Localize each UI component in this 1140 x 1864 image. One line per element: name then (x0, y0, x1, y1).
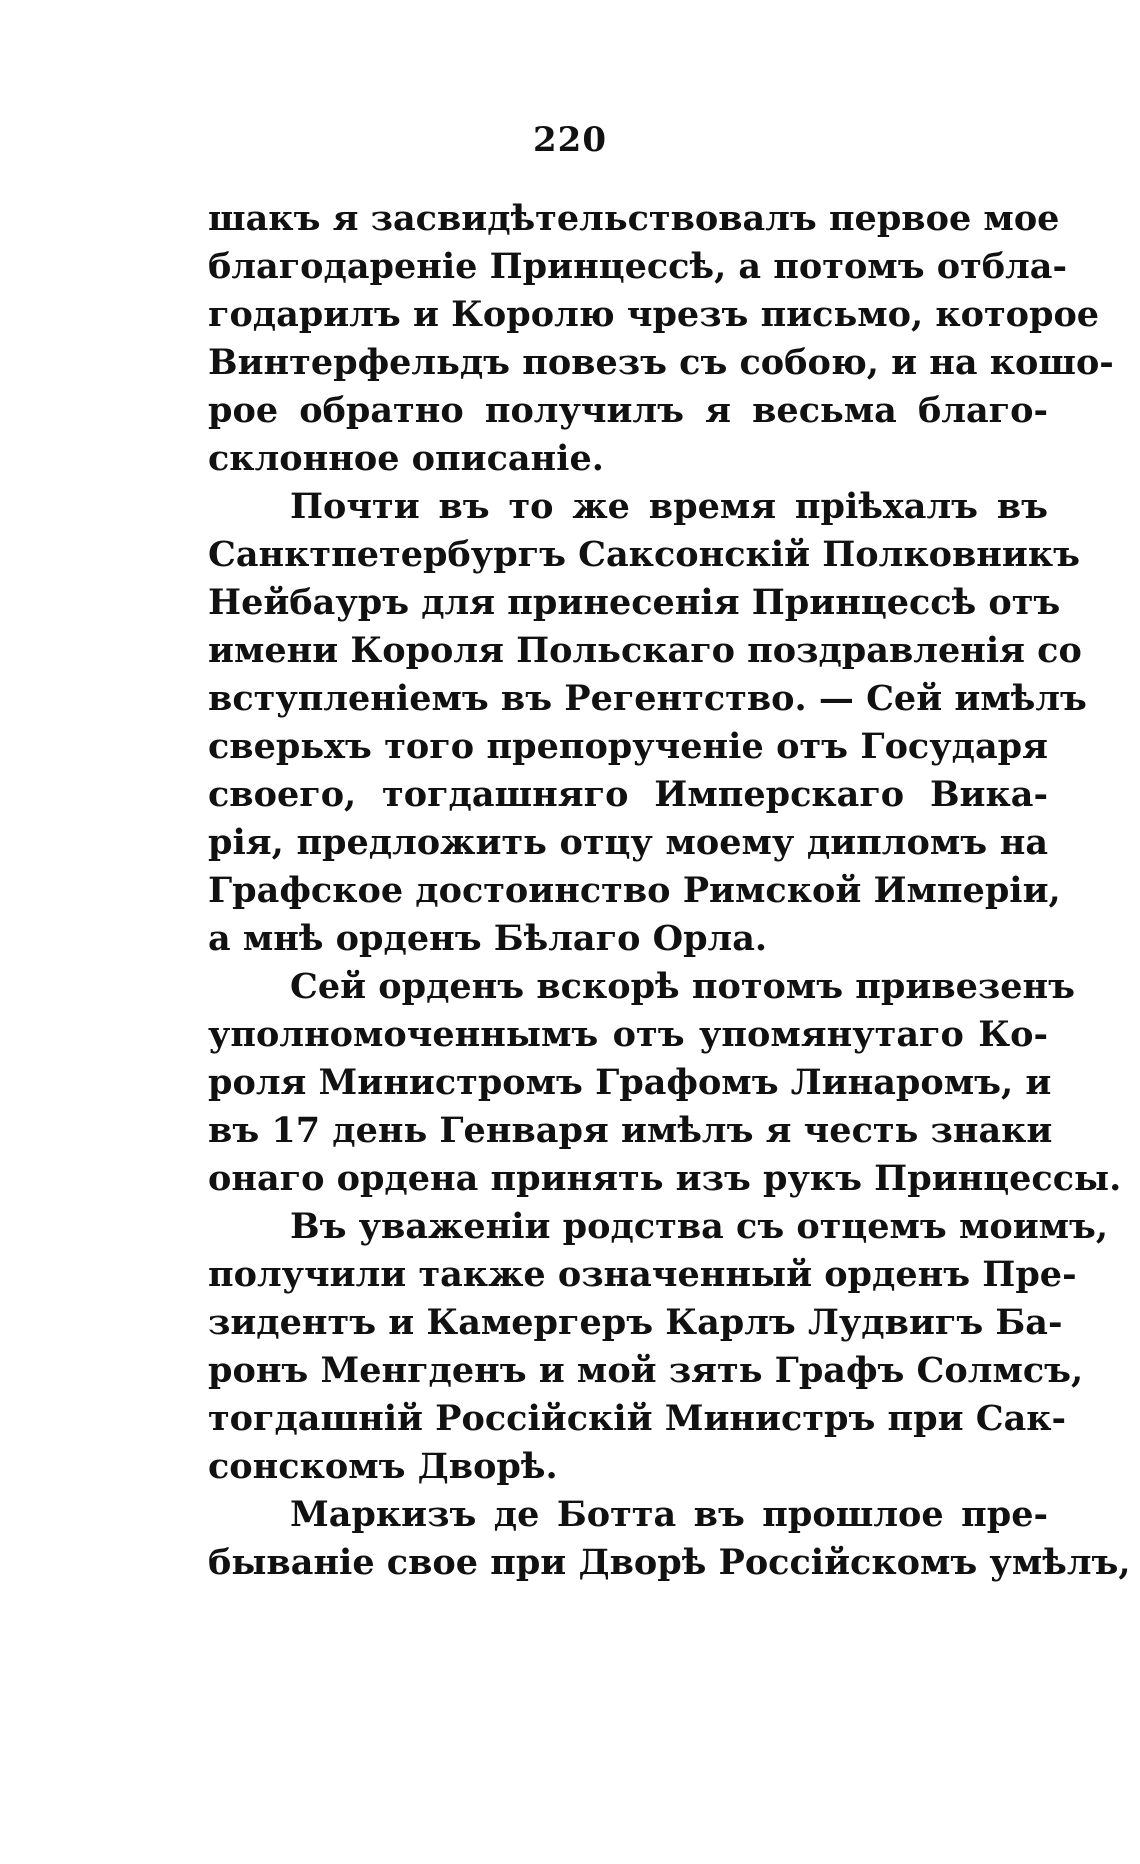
text-line: благодареніе Принцессѣ, а потомъ отбла- (208, 246, 1067, 287)
text-line: своего, тогдашняго Имперскаго Вика- (208, 774, 1048, 815)
text-line: Винтерфельдъ повезъ съ собою, и на кошо- (208, 342, 1114, 383)
text-line: роля Министромъ Графомъ Линаромъ, и (208, 1062, 1052, 1103)
text-line: вступленіемъ въ Регентство. — Сей имѣлъ (208, 678, 1087, 719)
text-line: бываніе свое при Дворѣ Россійскомъ умѣлъ, (208, 1542, 1131, 1583)
text-line: Сей орденъ вскорѣ потомъ привезенъ (290, 966, 1075, 1007)
page-number: 220 (533, 120, 607, 160)
text-line: сверьхъ того препорученіе отъ Государя (208, 726, 1048, 767)
text-line: а мнѣ орденъ Бѣлаго Орла. (208, 918, 768, 959)
text-line: Въ уваженіи родства съ отцемъ моимъ, (290, 1206, 1109, 1247)
text-line: получили также означенный орденъ Пре- (208, 1254, 1077, 1295)
text-line: уполномоченнымъ отъ упомянутаго Ко- (208, 1014, 1048, 1055)
text-line: склонное описаніе. (208, 438, 604, 479)
text-line: онаго ордена принять изъ рукъ Принцессы. (208, 1158, 1122, 1199)
text-line: рое обратно получилъ я весьма благо- (208, 390, 1048, 431)
text-line: тогдашній Россійскій Министръ при Сак- (208, 1398, 1067, 1439)
text-line: сонскомъ Дворѣ. (208, 1446, 558, 1487)
text-line: Санктпетербургъ Саксонскій Полковникъ (208, 534, 1080, 575)
text-line: Маркизъ де Ботта въ прошлое пре- (290, 1494, 1048, 1535)
text-line: зидентъ и Камергеръ Карлъ Лудвигъ Ба- (208, 1302, 1063, 1343)
text-line: шакъ я засвидѣтельствовалъ первое мое (208, 198, 1060, 239)
text-line: годарилъ и Королю чрезъ письмо, которое (208, 294, 1100, 335)
text-line: въ 17 день Генваря имѣлъ я честь знаки (208, 1110, 1053, 1151)
text-line: рія, предложить отцу моему дипломъ на (208, 822, 1048, 863)
text-line: Нейбауръ для принесенія Принцессѣ отъ (208, 582, 1061, 623)
body-text (208, 195, 1131, 1587)
text-line: имени Короля Польскаго поздравленія со (208, 630, 1082, 671)
text-line: Почти въ то же время пріѣхалъ въ (290, 486, 1048, 527)
text-line: ронъ Менгденъ и мой зять Графъ Солмсъ, (208, 1350, 1084, 1391)
text-line: Графское достоинство Римской Имперіи, (208, 870, 1061, 911)
